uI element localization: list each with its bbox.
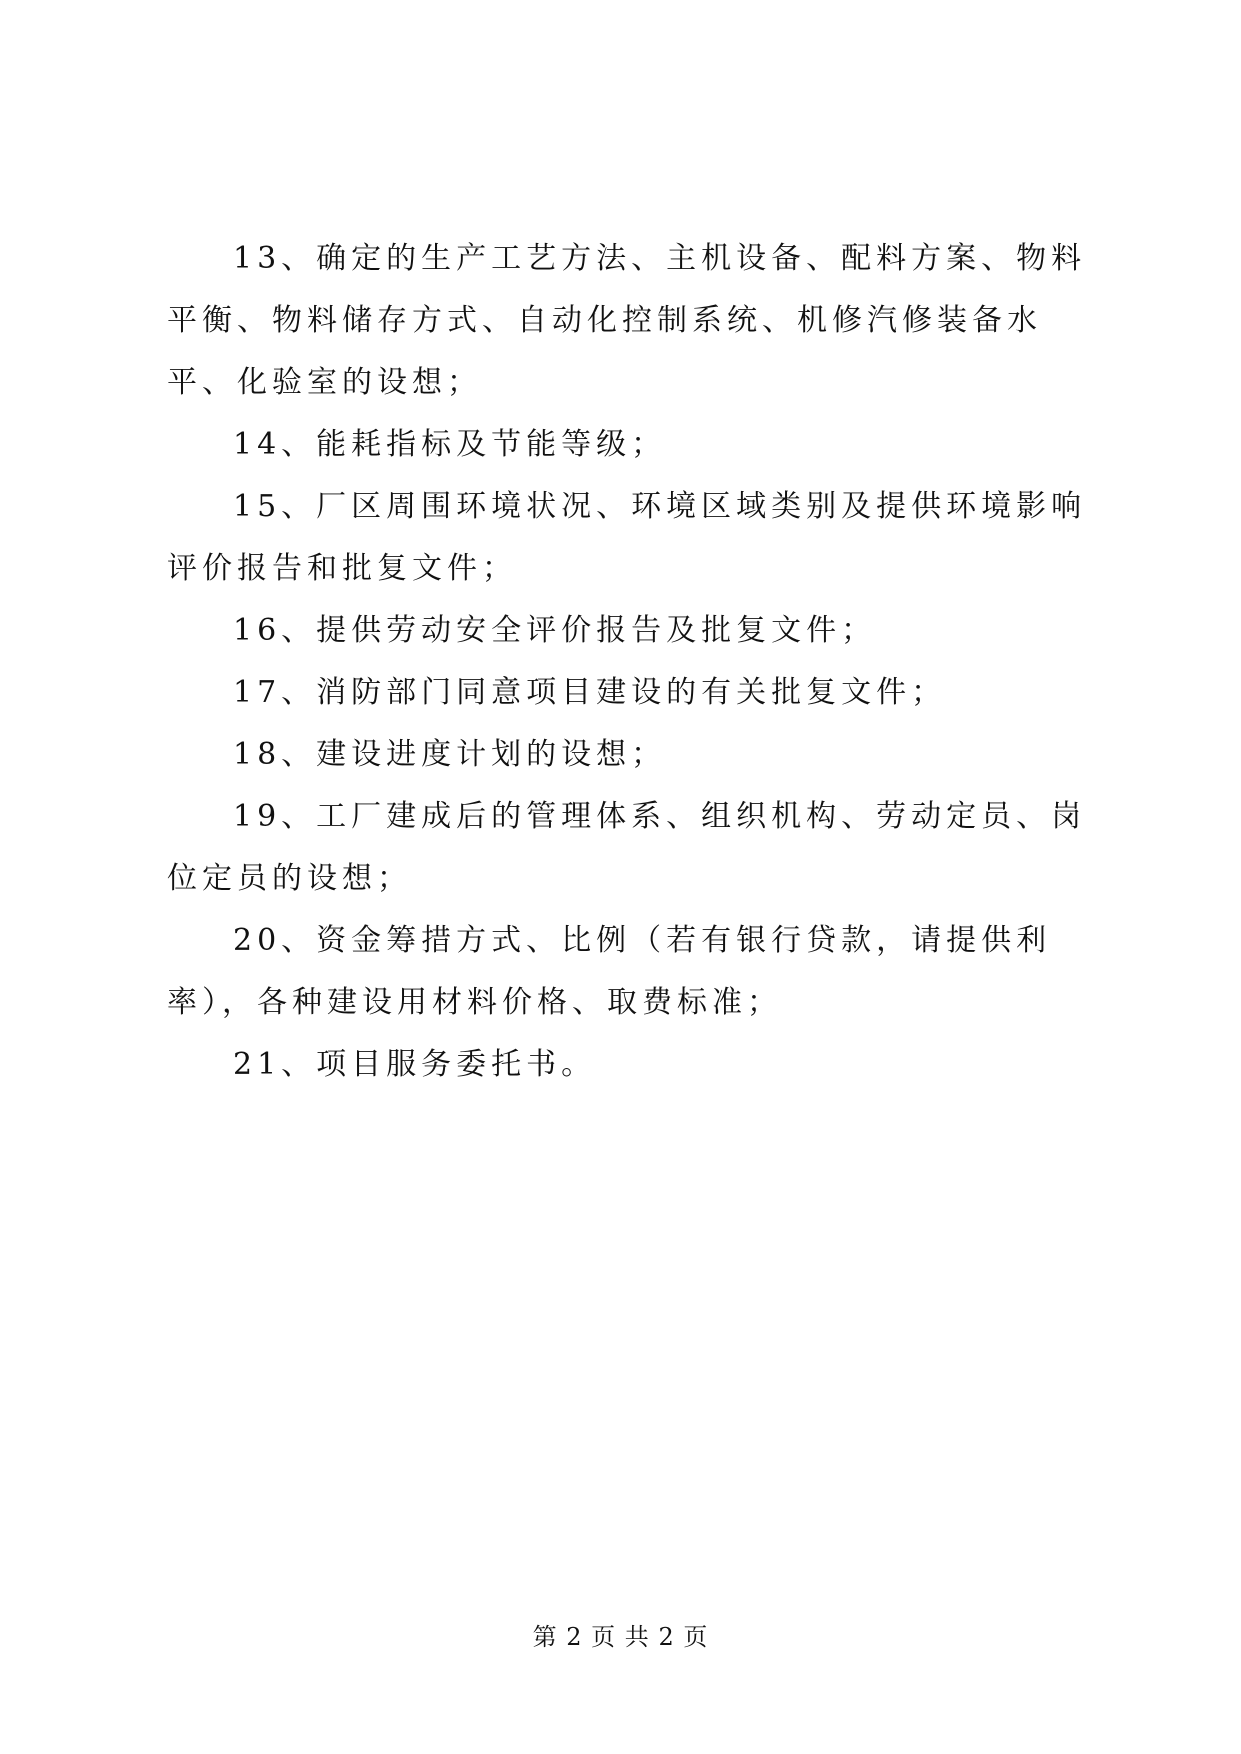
list-item-20: 20、资金筹措方式、比例（若有银行贷款，请提供利率），各种建设用材料价格、取费标准； — [167, 923, 1052, 1020]
list-item-16: 16、提供劳动安全评价报告及批复文件； — [233, 613, 877, 648]
page-number-footer: 第 2 页 共 2 页 — [532, 1623, 709, 1651]
list-item-17: 17、消防部门同意项目建设的有关批复文件； — [233, 675, 947, 710]
list-item-19: 19、工厂建成后的管理体系、组织机构、劳动定员、岗位定员的设想； — [167, 799, 1087, 896]
list-item-15: 15、厂区周围环境状况、环境区域类别及提供环境影响评价报告和批复文件； — [167, 489, 1087, 586]
list-item-14: 14、能耗指标及节能等级； — [233, 427, 667, 462]
list-item-18: 18、建设进度计划的设想； — [233, 737, 667, 772]
list-item-13: 13、确定的生产工艺方法、主机设备、配料方案、物料平衡、物料储存方式、自动化控制系统、机修汽修装备水平、化验室的设想； — [167, 241, 1087, 400]
document-body — [167, 228, 1087, 1096]
list-item-21: 21、项目服务委托书。 — [233, 1047, 597, 1082]
